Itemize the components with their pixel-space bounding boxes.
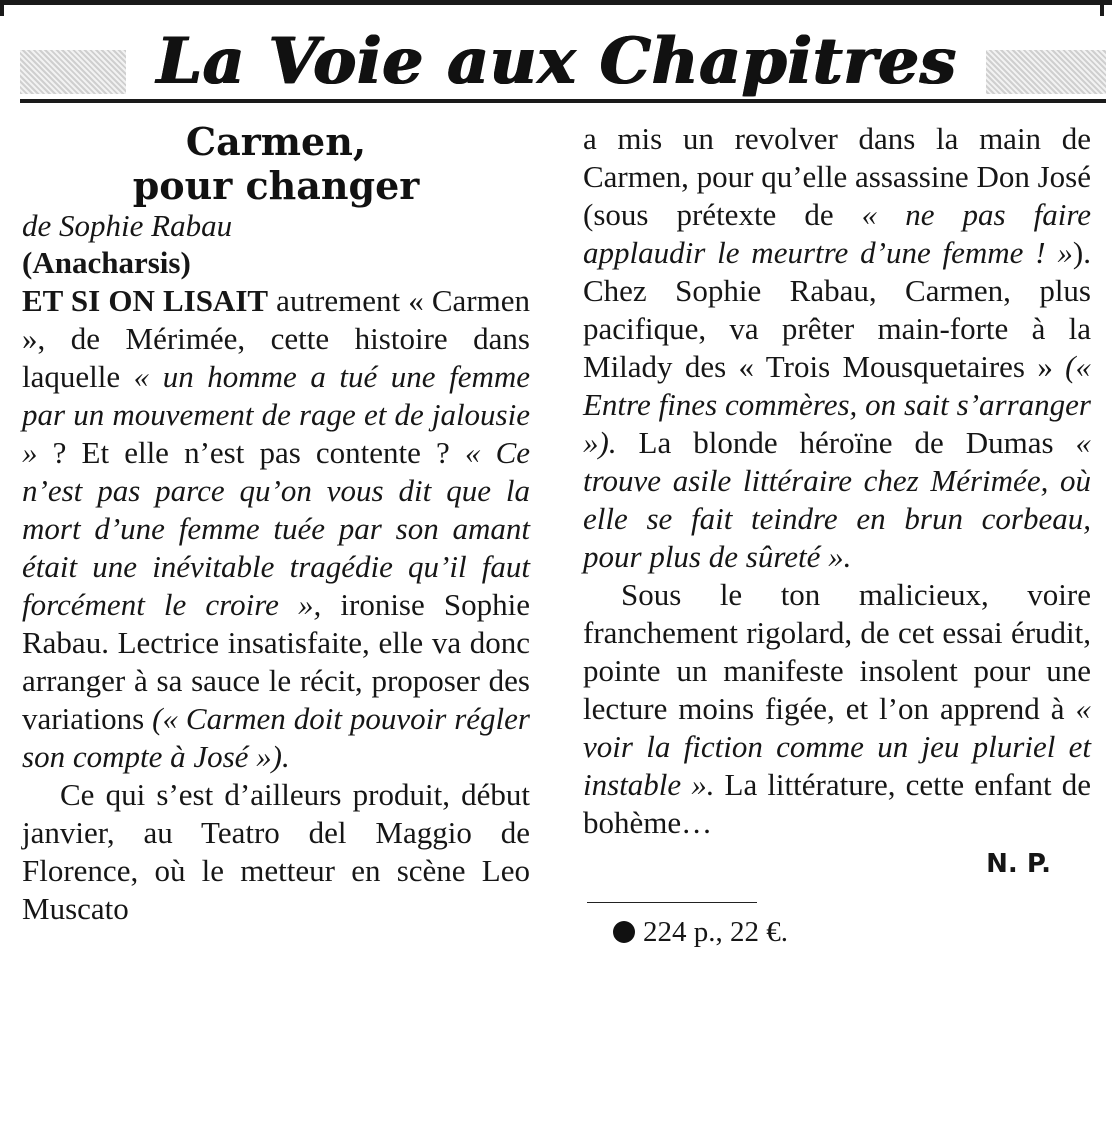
text-run: ironise Sophie Rabau. Lectrice insatisfaite, elle va donc arranger à sa sauce le récit, proposer des variations (22, 587, 530, 736)
text-run: La littérature, cette enfant de bohème… (583, 767, 1091, 840)
text-run: (« Entre fines commères, on sait s’arranger »). (583, 349, 1091, 460)
section-banner-title: La Voie aux Chapitres (126, 24, 986, 99)
column-left (22, 120, 530, 928)
bullet-icon (613, 921, 635, 943)
text-run: La blonde héroïne de Dumas (616, 425, 1076, 460)
text-run: « un homme a tué une femme par un mouvement de rage et de jalousie » (22, 359, 530, 470)
article-publisher: (Anacharsis) (22, 245, 191, 280)
text-run: « ne pas faire applaudir le meurtre d’une femme ! » (583, 197, 1091, 270)
author-signature: N. P. (986, 849, 1051, 879)
paragraph-2-continued (583, 120, 1091, 576)
paragraph-1 (22, 282, 530, 776)
book-specs-text: 224 p., 22 €. (643, 916, 788, 948)
text-run: ET SI ON LISAIT (22, 283, 269, 318)
column-right (583, 120, 1091, 951)
article-title (22, 120, 530, 208)
text-run: Sous le ton malicieux, voire franchement rigolard, de cet essai érudit, pointe un manifeste insolent pour une lecture moins figée, et l’on apprend à (583, 577, 1091, 726)
specs-rule (587, 902, 757, 903)
article-byline: de Sophie Rabau (22, 208, 233, 243)
banner-rule (20, 99, 1106, 103)
book-specs (613, 913, 1091, 951)
article-title-line1: Carmen, (185, 119, 367, 164)
text-run: autrement « Carmen », de Mérimée, cette histoire dans laquelle (22, 283, 530, 394)
paragraph-2 (22, 776, 530, 928)
text-run: « voir la fiction comme un jeu pluriel et instable ». (583, 691, 1091, 802)
section-banner (0, 14, 1112, 110)
text-run: (« Carmen doit pouvoir régler son compte à José »). (22, 701, 530, 774)
top-frame-rule (0, 0, 1112, 5)
text-run: « trouve asile littéraire chez Mérimée, où elle se fait teindre en brun corbeau, pour plus de sûreté ». (583, 425, 1091, 574)
paragraph-3 (583, 576, 1091, 842)
text-run: « Ce n’est pas parce qu’on vous dit que la mort d’une femme tuée par son amant était une inévitable tragédie qu’il faut forcément le croire », (22, 435, 531, 622)
text-run: a mis un revolver dans la main de Carmen, pour qu’elle assassine Don José (sous prétexte de (583, 121, 1091, 232)
text-run: ? Et elle n’est pas contente ? (37, 435, 465, 470)
article-title-line2: pour changer (132, 163, 420, 208)
text-run: Ce qui s’est d’ailleurs produit, début janvier, au Teatro del Maggio de Florence, où le metteur en scène Leo Muscato (22, 777, 530, 926)
text-run: ). Chez Sophie Rabau, Carmen, plus pacifique, va prêter main-forte à la Milady des « Trois Mousquetaires » (583, 235, 1091, 384)
